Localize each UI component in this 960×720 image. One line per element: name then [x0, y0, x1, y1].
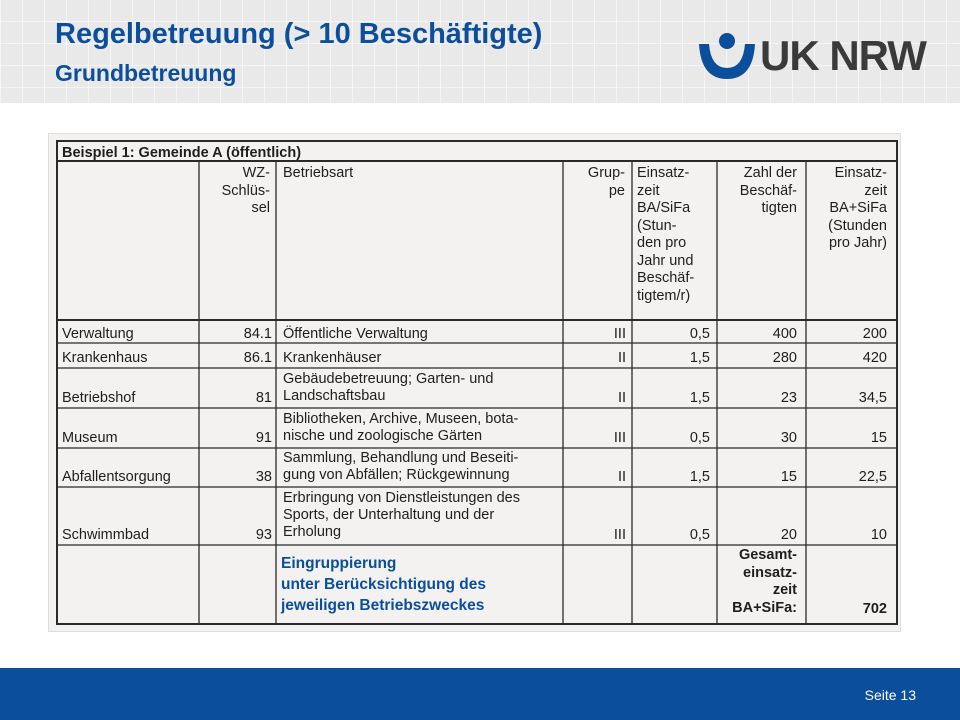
total-value: 702 — [862, 601, 887, 617]
row-total: 10 — [870, 527, 887, 543]
row-wz: 91 — [255, 430, 272, 446]
row-wz: 38 — [255, 469, 272, 485]
page-subtitle: Grundbetreuung — [55, 60, 237, 86]
row-gruppe: III — [613, 430, 626, 446]
row-einsatz: 1,5 — [689, 350, 710, 366]
header-einsatzzeit: Einsatz- zeit BA/SiFa (Stun- den pro Jahr und Beschäf- tigtem/r) — [637, 165, 695, 304]
row-total: 15 — [870, 430, 887, 446]
row-total: 22,5 — [858, 469, 887, 485]
row-name: Abfallentsorgung — [62, 469, 171, 485]
header-wz: WZ- Schlüs- sel — [221, 165, 270, 216]
row-wz: 84.1 — [243, 326, 272, 342]
annotation-eingruppierung: Eingruppierung unter Berücksichtigung des jeweiligen Betriebszweckes — [281, 555, 486, 614]
logo-text: UK NRW — [760, 32, 926, 79]
row-zahl: 30 — [780, 430, 797, 446]
page-title: Regelbetreuung (> 10 Beschäftigte) — [55, 18, 543, 50]
total-label: Gesamt- einsatz- zeit BA+SiFa: — [732, 547, 797, 616]
row-wz: 93 — [255, 527, 272, 543]
row-zahl: 15 — [780, 469, 797, 485]
uk-nrw-logo — [696, 32, 926, 82]
page-number: Seite 13 — [864, 687, 916, 703]
row-total: 200 — [862, 326, 887, 342]
row-name: Museum — [62, 430, 118, 446]
row-total: 420 — [862, 350, 887, 366]
row-gruppe: II — [617, 350, 626, 366]
row-einsatz: 1,5 — [689, 469, 710, 485]
row-total: 34,5 — [858, 390, 887, 406]
table-caption: Beispiel 1: Gemeinde A (öffentlich) — [62, 145, 302, 161]
footer-bar — [0, 668, 960, 720]
row-zahl: 280 — [772, 350, 797, 366]
row-betriebsart: Krankenhäuser — [283, 350, 382, 366]
header-zahl: Zahl der Beschäf- tigten — [739, 165, 797, 216]
row-wz: 81 — [255, 390, 272, 406]
row-name: Betriebshof — [62, 390, 136, 406]
row-betriebsart: Öffentliche Verwaltung — [283, 326, 428, 342]
row-betriebsart: Sammlung, Behandlung und Beseiti- gung von Abfällen; Rückgewinnung — [283, 450, 519, 483]
row-einsatz: 0,5 — [689, 430, 710, 446]
row-einsatz: 0,5 — [689, 326, 710, 342]
row-zahl: 23 — [780, 390, 797, 406]
logo-mark-icon — [696, 32, 758, 82]
row-betriebsart: Gebäudebetreuung; Garten- und Landschaftsbau — [283, 371, 494, 404]
row-betriebsart: Erbringung von Dienstleistungen des Sports, der Unterhaltung und der Erholung — [283, 490, 520, 540]
header-betriebsart: Betriebsart — [283, 165, 354, 181]
header-einsatzzeit-total: Einsatz- zeit BA+SiFa (Stunden pro Jahr) — [828, 165, 887, 251]
row-einsatz: 0,5 — [689, 527, 710, 543]
row-einsatz: 1,5 — [689, 390, 710, 406]
row-name: Verwaltung — [62, 326, 134, 342]
row-name: Krankenhaus — [62, 350, 148, 366]
row-name: Schwimmbad — [62, 527, 150, 543]
row-betriebsart: Bibliotheken, Archive, Museen, bota- nische und zoologische Gärten — [283, 411, 519, 444]
row-wz: 86.1 — [243, 350, 272, 366]
row-zahl: 20 — [780, 527, 797, 543]
row-zahl: 400 — [772, 326, 797, 342]
row-gruppe: II — [617, 469, 626, 485]
row-gruppe: III — [613, 326, 626, 342]
header-gruppe: Grup- pe — [587, 165, 625, 199]
row-gruppe: III — [613, 527, 626, 543]
row-gruppe: II — [617, 390, 626, 406]
